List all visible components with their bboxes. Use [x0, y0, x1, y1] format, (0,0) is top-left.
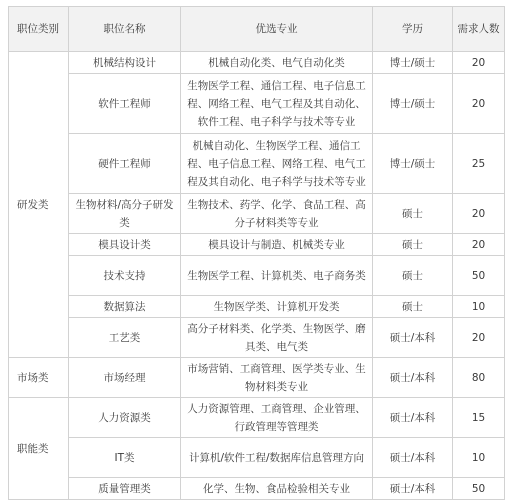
- table-row: [9, 234, 505, 256]
- header-position: 职位名称: [69, 7, 181, 52]
- position-cell: 模具设计类: [69, 234, 181, 256]
- header-majors: 优选专业: [181, 7, 373, 52]
- majors-cell: 生物医学工程、计算机类、电子商务类: [181, 256, 373, 296]
- count-cell: 50: [453, 478, 505, 500]
- header-row: [9, 7, 505, 52]
- degree-cell: 硕士/本科: [373, 318, 453, 358]
- table-row: [9, 358, 505, 398]
- count-cell: 10: [453, 438, 505, 478]
- table-header: [9, 7, 505, 52]
- degree-cell: 硕士/本科: [373, 398, 453, 438]
- majors-cell: 计算机/软件工程/数据库信息管理方向: [181, 438, 373, 478]
- count-cell: 25: [453, 134, 505, 194]
- position-cell: 生物材料/高分子研发类: [69, 194, 181, 234]
- position-cell: IT类: [69, 438, 181, 478]
- table-row: [9, 74, 505, 134]
- majors-cell: 生物医学类、计算机开发类: [181, 296, 373, 318]
- degree-cell: 硕士/本科: [373, 438, 453, 478]
- count-cell: 20: [453, 194, 505, 234]
- degree-cell: 硕士/本科: [373, 478, 453, 500]
- category-cell: 研发类: [9, 52, 69, 358]
- position-cell: 数据算法: [69, 296, 181, 318]
- position-cell: 工艺类: [69, 318, 181, 358]
- degree-cell: 硕士: [373, 234, 453, 256]
- table-row: [9, 194, 505, 234]
- majors-cell: 化学、生物、食品检验相关专业: [181, 478, 373, 500]
- count-cell: 20: [453, 52, 505, 74]
- table-row: [9, 296, 505, 318]
- header-count: 需求人数: [453, 7, 505, 52]
- majors-cell: 人力资源管理、工商管理、企业管理、行政管理等管理类: [181, 398, 373, 438]
- degree-cell: 硕士: [373, 256, 453, 296]
- position-cell: 机械结构设计: [69, 52, 181, 74]
- position-cell: 软件工程师: [69, 74, 181, 134]
- degree-cell: 博士/硕士: [373, 52, 453, 74]
- degree-cell: 硕士: [373, 194, 453, 234]
- majors-cell: 生物医学工程、通信工程、电子信息工程、网络工程、电气工程及其自动化、软件工程、电子科学与技术等专业: [181, 74, 373, 134]
- header-category: 职位类别: [9, 7, 69, 52]
- category-cell: 市场类: [9, 358, 69, 398]
- count-cell: 20: [453, 234, 505, 256]
- degree-cell: 博士/硕士: [373, 74, 453, 134]
- count-cell: 20: [453, 318, 505, 358]
- majors-cell: 机械自动化类、电气自动化类: [181, 52, 373, 74]
- degree-cell: 硕士/本科: [373, 358, 453, 398]
- table-body: [9, 52, 505, 500]
- count-cell: 15: [453, 398, 505, 438]
- job-table: [8, 6, 505, 500]
- count-cell: 10: [453, 296, 505, 318]
- header-degree: 学历: [373, 7, 453, 52]
- count-cell: 80: [453, 358, 505, 398]
- majors-cell: 高分子材料类、化学类、生物医学、磨具类、电气类: [181, 318, 373, 358]
- majors-cell: 市场营销、工商管理、医学类专业、生物材料类专业: [181, 358, 373, 398]
- degree-cell: 博士/硕士: [373, 134, 453, 194]
- position-cell: 技术支持: [69, 256, 181, 296]
- position-cell: 质量管理类: [69, 478, 181, 500]
- position-cell: 人力资源类: [69, 398, 181, 438]
- table-row: [9, 438, 505, 478]
- table-row: [9, 398, 505, 438]
- degree-cell: 硕士: [373, 296, 453, 318]
- majors-cell: 机械自动化、生物医学工程、通信工程、电子信息工程、网络工程、电气工程及其自动化、电子科学与技术等专业: [181, 134, 373, 194]
- table-row: [9, 256, 505, 296]
- majors-cell: 生物技术、药学、化学、食品工程、高分子材料类等专业: [181, 194, 373, 234]
- table-row: [9, 134, 505, 194]
- table-row: [9, 52, 505, 74]
- position-cell: 硬件工程师: [69, 134, 181, 194]
- table-row: [9, 318, 505, 358]
- count-cell: 50: [453, 256, 505, 296]
- count-cell: 20: [453, 74, 505, 134]
- position-cell: 市场经理: [69, 358, 181, 398]
- category-cell: 职能类: [9, 398, 69, 500]
- majors-cell: 模具设计与制造、机械类专业: [181, 234, 373, 256]
- table-row: [9, 478, 505, 500]
